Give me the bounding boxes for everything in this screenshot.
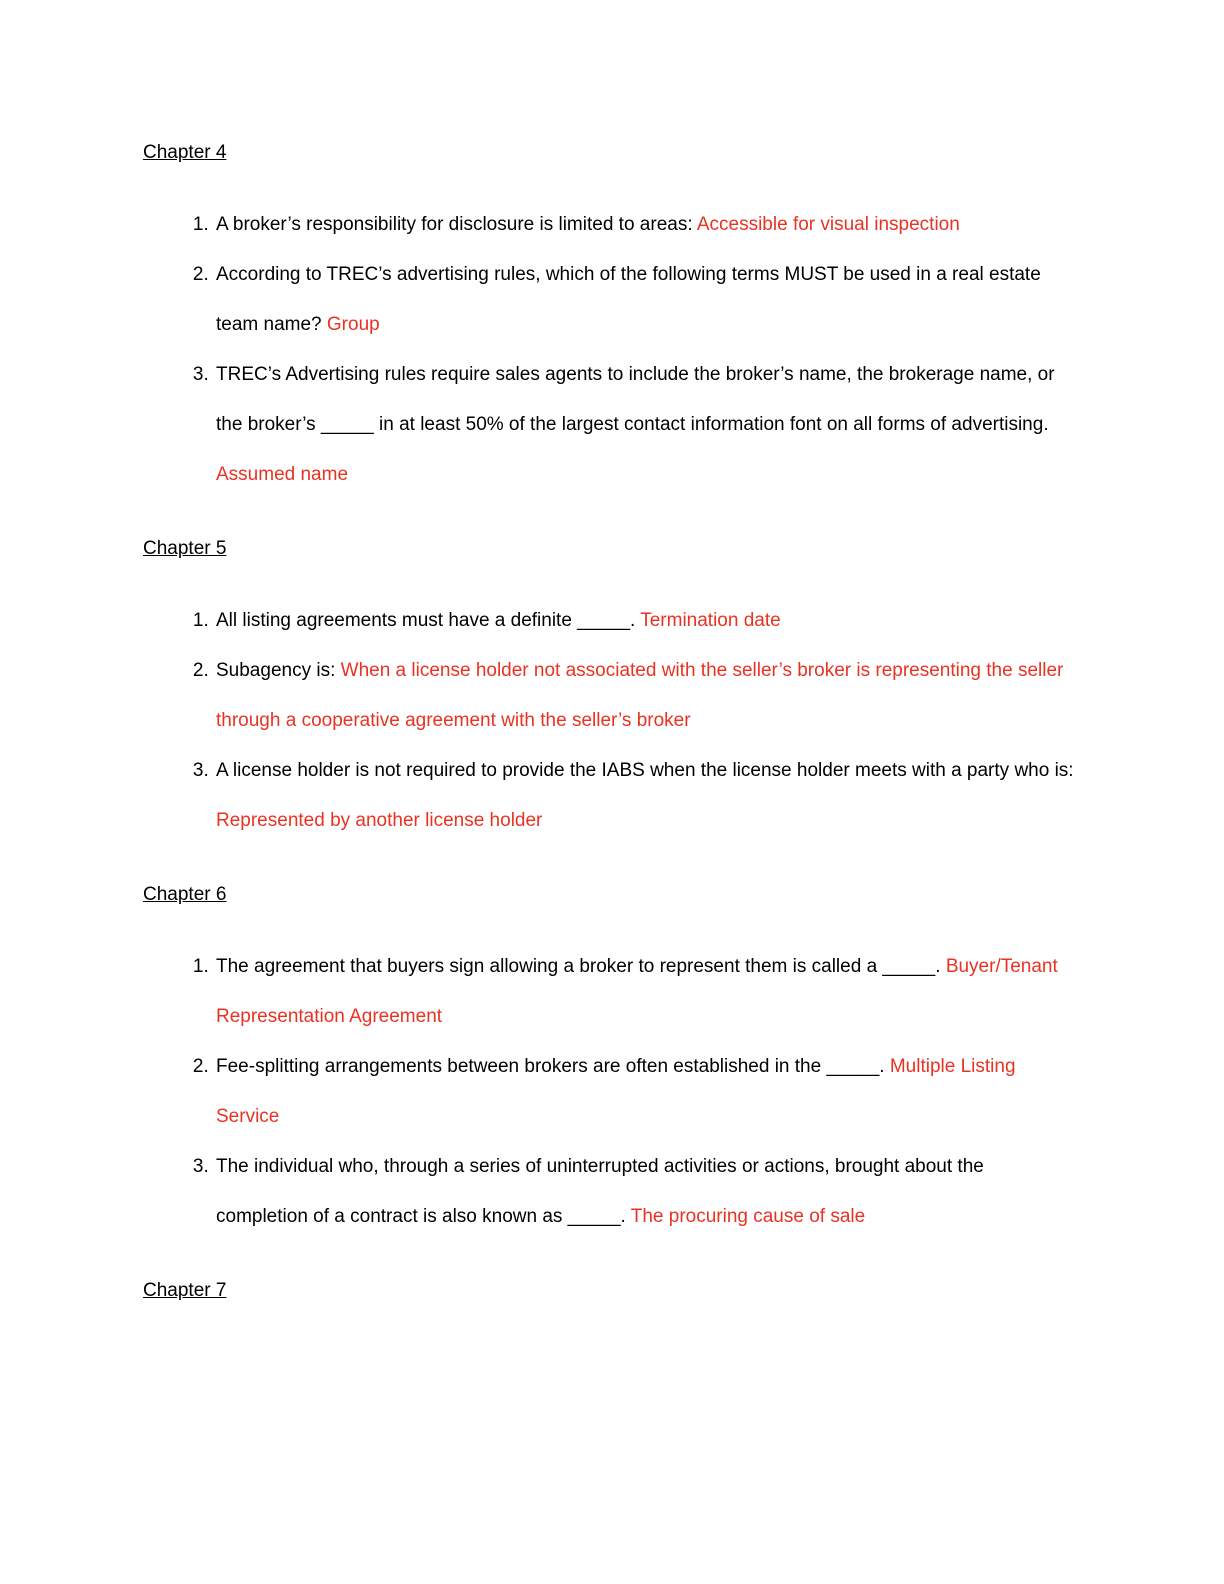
question-text: The agreement that buyers sign allowing a broker to represent them is called a _____. — [216, 956, 946, 977]
question-item — [214, 746, 1076, 846]
answer-text: Accessible for visual inspection — [696, 214, 960, 235]
question-text: According to TREC’s advertising rules, which of the following terms MUST be used in a real estate team name? — [216, 264, 1041, 335]
answer-text: When a license holder not associated with the seller’s broker is representing the seller through a cooperative agreement with the seller’s broker — [216, 660, 1064, 731]
question-text: A broker’s responsibility for disclosure is limited to areas: — [216, 214, 697, 235]
answer-text: Group — [326, 314, 380, 335]
chapter-4-heading: Chapter 4 — [143, 142, 227, 163]
answer-text: The procuring cause of sale — [630, 1206, 866, 1227]
answer-text: Represented by another license holder — [216, 810, 543, 831]
answer-text: Multiple Listing Service — [216, 1056, 1016, 1127]
question-item — [214, 942, 1076, 1042]
chapter-6-section — [143, 870, 1076, 1242]
chapter-7-section — [143, 1266, 1076, 1316]
chapter-6-question-list — [143, 942, 1076, 1242]
question-item — [214, 250, 1076, 350]
question-text: Subagency is: — [216, 660, 341, 681]
question-text: All listing agreements must have a definite _____. — [216, 610, 641, 631]
chapter-4-question-list — [143, 200, 1076, 500]
question-item — [214, 1142, 1076, 1242]
question-text: The individual who, through a series of uninterrupted activities or actions, brought about the completion of a contract is also known as _____. — [216, 1156, 984, 1227]
answer-text: Termination date — [640, 610, 781, 631]
question-text: TREC’s Advertising rules require sales agents to include the broker’s name, the brokerage name, or the broker’s _____ in at least 50% of the largest contact information font on all forms of advertising. — [216, 364, 1055, 435]
question-item — [214, 596, 1076, 646]
chapter-6-heading: Chapter 6 — [143, 884, 227, 905]
chapter-5-question-list — [143, 596, 1076, 846]
answer-text: Buyer/Tenant Representation Agreement — [216, 956, 1058, 1027]
chapter-5-section — [143, 524, 1076, 846]
question-item — [214, 350, 1076, 500]
question-text: Fee-splitting arrangements between brokers are often established in the _____. — [216, 1056, 890, 1077]
question-text: A license holder is not required to provide the IABS when the license holder meets with a party who is: — [216, 760, 1074, 781]
chapter-5-heading: Chapter 5 — [143, 538, 227, 559]
question-item — [214, 200, 1076, 250]
chapter-7-heading: Chapter 7 — [143, 1280, 227, 1301]
answer-text: Assumed name — [216, 464, 349, 485]
chapter-4-section — [143, 128, 1076, 500]
question-item — [214, 646, 1076, 746]
question-item — [214, 1042, 1076, 1142]
